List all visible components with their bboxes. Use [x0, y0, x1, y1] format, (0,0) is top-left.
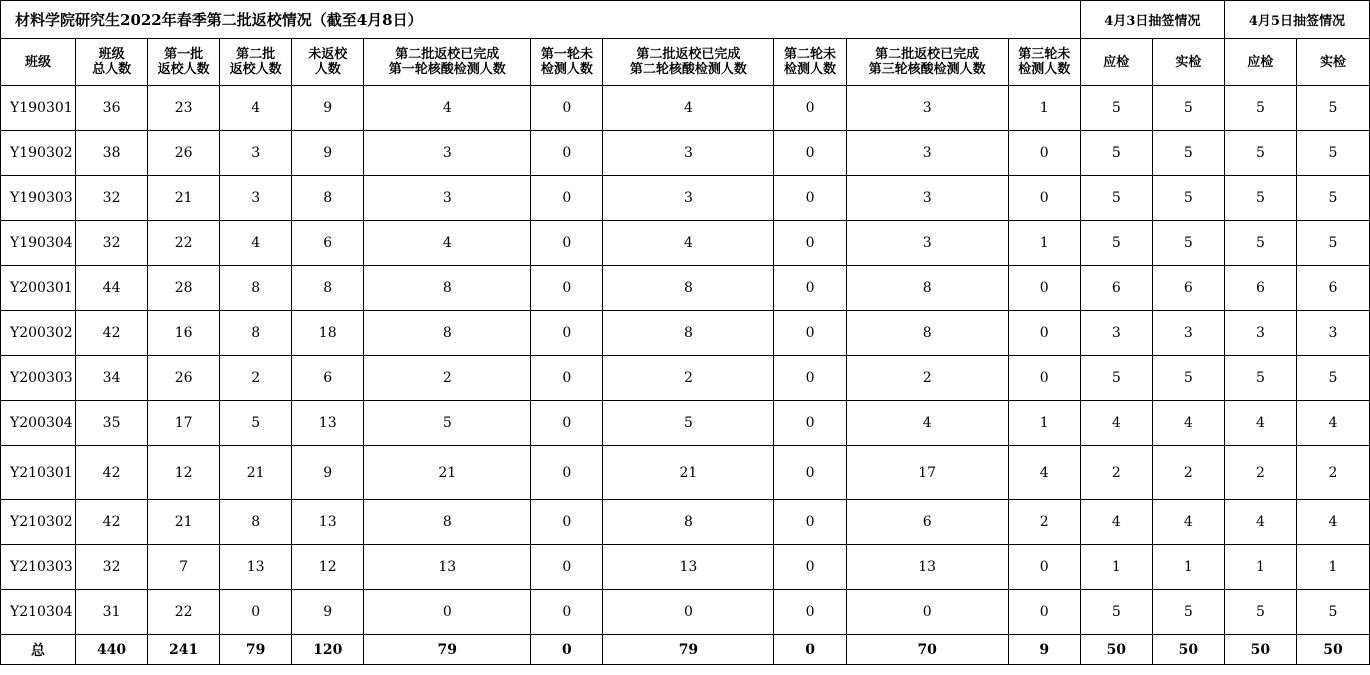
value-cell[interactable]: 13: [846, 545, 1008, 590]
value-cell[interactable]: 3: [364, 131, 531, 176]
table-row: [1, 131, 1370, 176]
value-cell[interactable]: 3: [1296, 311, 1369, 356]
value-cell[interactable]: 34: [76, 356, 148, 401]
value-cell[interactable]: 0: [1008, 590, 1080, 635]
header-line: 第二轮核酸检测人数: [629, 62, 747, 77]
value-cell[interactable]: 2: [220, 356, 292, 401]
total-value-cell[interactable]: 440: [76, 635, 148, 665]
total-value-cell[interactable]: 79: [220, 635, 292, 665]
value-cell[interactable]: 3: [1224, 311, 1296, 356]
value-cell[interactable]: 8: [603, 500, 774, 545]
value-cell[interactable]: 4: [603, 86, 774, 131]
value-cell[interactable]: 0: [531, 446, 603, 500]
table-row: [1, 590, 1370, 635]
header-line: 第三轮未: [1018, 47, 1071, 62]
table-row: [1, 545, 1370, 590]
value-cell[interactable]: 5: [603, 401, 774, 446]
value-cell[interactable]: 0: [603, 590, 774, 635]
blank-cell[interactable]: [846, 1, 1080, 39]
value-cell[interactable]: 35: [76, 401, 148, 446]
header-line: 检测人数: [540, 62, 593, 77]
value-cell[interactable]: 5: [1080, 131, 1152, 176]
value-cell[interactable]: 2: [1296, 446, 1369, 500]
value-cell[interactable]: 42: [76, 311, 148, 356]
value-cell[interactable]: 21: [364, 446, 531, 500]
value-cell[interactable]: 26: [148, 131, 220, 176]
value-cell[interactable]: 5: [220, 401, 292, 446]
value-cell[interactable]: 0: [531, 86, 603, 131]
value-cell[interactable]: 9: [292, 131, 364, 176]
table-row: [1, 176, 1370, 221]
value-cell[interactable]: 2: [1152, 446, 1224, 500]
value-cell[interactable]: 6: [1152, 266, 1224, 311]
class-id-cell[interactable]: Y210301: [1, 446, 76, 500]
value-cell[interactable]: 5: [1080, 176, 1152, 221]
class-id-cell[interactable]: Y190303: [1, 176, 76, 221]
value-cell[interactable]: 8: [364, 311, 531, 356]
value-cell[interactable]: 6: [292, 221, 364, 266]
value-cell[interactable]: 32: [76, 545, 148, 590]
value-cell[interactable]: 0: [531, 401, 603, 446]
value-cell[interactable]: 21: [603, 446, 774, 500]
value-cell[interactable]: 5: [1152, 590, 1224, 635]
value-cell[interactable]: 8: [220, 500, 292, 545]
header-line: 总人数: [92, 62, 132, 77]
value-cell[interactable]: 9: [292, 446, 364, 500]
table-row: [1, 86, 1370, 131]
header-line: 人数: [314, 62, 341, 77]
value-cell[interactable]: 36: [76, 86, 148, 131]
header-line: 检测人数: [784, 62, 837, 77]
header-line: 第二批返校已完成: [875, 47, 980, 62]
value-cell[interactable]: 13: [603, 545, 774, 590]
value-cell[interactable]: 44: [76, 266, 148, 311]
value-cell[interactable]: 4: [1224, 500, 1296, 545]
value-cell[interactable]: 4: [1080, 500, 1152, 545]
value-cell[interactable]: 5: [1080, 86, 1152, 131]
value-cell[interactable]: 5: [1152, 176, 1224, 221]
header-line: 第二轮未: [784, 47, 837, 62]
value-cell[interactable]: 0: [531, 545, 603, 590]
column-header-2[interactable]: [148, 39, 220, 86]
value-cell[interactable]: 0: [1008, 266, 1080, 311]
value-cell[interactable]: 8: [292, 266, 364, 311]
value-cell[interactable]: 0: [531, 131, 603, 176]
value-cell[interactable]: 38: [76, 131, 148, 176]
class-id-cell[interactable]: Y190301: [1, 86, 76, 131]
value-cell[interactable]: 0: [531, 590, 603, 635]
value-cell[interactable]: 32: [76, 176, 148, 221]
value-cell[interactable]: 8: [603, 266, 774, 311]
value-cell[interactable]: 4: [1152, 401, 1224, 446]
value-cell[interactable]: 0: [774, 500, 846, 545]
header-line: 第一批: [164, 47, 204, 62]
value-cell[interactable]: 3: [846, 221, 1008, 266]
total-value-cell[interactable]: 50: [1152, 635, 1224, 665]
column-header-row: [1, 39, 1370, 86]
value-cell[interactable]: 8: [292, 176, 364, 221]
column-header-1[interactable]: [76, 39, 148, 86]
sheet-title[interactable]: 材料学院研究生2022年春季第二批返校情况（截至4月8日）: [1, 1, 847, 39]
value-cell[interactable]: 13: [364, 545, 531, 590]
value-cell[interactable]: 5: [1296, 131, 1369, 176]
value-cell[interactable]: 2: [1008, 500, 1080, 545]
value-cell[interactable]: 4: [603, 221, 774, 266]
header-line: 第二批返校已完成: [636, 47, 741, 62]
value-cell[interactable]: 5: [1080, 590, 1152, 635]
value-cell[interactable]: 0: [846, 590, 1008, 635]
value-cell[interactable]: 8: [364, 500, 531, 545]
value-cell[interactable]: 0: [1008, 131, 1080, 176]
value-cell[interactable]: 0: [1008, 545, 1080, 590]
value-cell[interactable]: 5: [1152, 131, 1224, 176]
value-cell[interactable]: 5: [1152, 86, 1224, 131]
column-header-8[interactable]: [774, 39, 846, 86]
total-value-cell[interactable]: 50: [1296, 635, 1369, 665]
value-cell[interactable]: 13: [292, 401, 364, 446]
value-cell[interactable]: 21: [148, 500, 220, 545]
header-line: 第三轮核酸检测人数: [868, 62, 986, 77]
value-cell[interactable]: 8: [846, 311, 1008, 356]
value-cell[interactable]: 13: [292, 500, 364, 545]
total-value-cell[interactable]: 70: [846, 635, 1008, 665]
value-cell[interactable]: 0: [774, 221, 846, 266]
value-cell[interactable]: 5: [1224, 590, 1296, 635]
value-cell[interactable]: 5: [1224, 356, 1296, 401]
header-line: 班级: [25, 54, 52, 70]
value-cell[interactable]: 0: [1008, 176, 1080, 221]
value-cell[interactable]: 5: [1080, 221, 1152, 266]
value-cell[interactable]: 0: [220, 590, 292, 635]
column-header-0[interactable]: [1, 39, 76, 86]
value-cell[interactable]: 0: [531, 356, 603, 401]
total-value-cell[interactable]: 50: [1224, 635, 1296, 665]
value-cell[interactable]: 0: [774, 86, 846, 131]
value-cell[interactable]: 8: [364, 266, 531, 311]
total-value-cell[interactable]: 79: [603, 635, 774, 665]
value-cell[interactable]: 2: [1224, 446, 1296, 500]
value-cell[interactable]: 6: [292, 356, 364, 401]
value-cell[interactable]: 3: [364, 176, 531, 221]
value-cell[interactable]: 0: [531, 266, 603, 311]
value-cell[interactable]: 0: [774, 545, 846, 590]
value-cell[interactable]: 8: [603, 311, 774, 356]
value-cell[interactable]: 4: [846, 401, 1008, 446]
value-cell[interactable]: 5: [1224, 221, 1296, 266]
value-cell[interactable]: 5: [1224, 86, 1296, 131]
value-cell[interactable]: 21: [148, 176, 220, 221]
total-label-cell[interactable]: 总: [1, 635, 76, 665]
group-header-apr3[interactable]: 4月3日抽签情况: [1080, 1, 1224, 39]
value-cell[interactable]: 16: [148, 311, 220, 356]
group-header-apr5[interactable]: 4月5日抽签情况: [1224, 1, 1369, 39]
value-cell[interactable]: 4: [220, 86, 292, 131]
value-cell[interactable]: 5: [1296, 176, 1369, 221]
value-cell[interactable]: 6: [846, 500, 1008, 545]
value-cell[interactable]: 4: [364, 86, 531, 131]
value-cell[interactable]: 5: [1296, 86, 1369, 131]
value-cell[interactable]: 1: [1008, 86, 1080, 131]
value-cell[interactable]: 1: [1296, 545, 1369, 590]
header-line: 第二批返校已完成: [395, 47, 500, 62]
value-cell[interactable]: 5: [1152, 356, 1224, 401]
column-header-13[interactable]: [1224, 39, 1296, 86]
value-cell[interactable]: 4: [1008, 446, 1080, 500]
value-cell[interactable]: 1: [1224, 545, 1296, 590]
value-cell[interactable]: 18: [292, 311, 364, 356]
value-cell[interactable]: 17: [846, 446, 1008, 500]
value-cell[interactable]: 6: [1224, 266, 1296, 311]
header-line: 第二批: [236, 47, 276, 62]
total-value-cell[interactable]: 79: [364, 635, 531, 665]
value-cell[interactable]: 5: [364, 401, 531, 446]
value-cell[interactable]: 9: [292, 86, 364, 131]
value-cell[interactable]: 0: [1008, 356, 1080, 401]
class-id-cell[interactable]: Y210302: [1, 500, 76, 545]
value-cell[interactable]: 8: [220, 311, 292, 356]
value-cell[interactable]: 0: [774, 311, 846, 356]
value-cell[interactable]: 0: [774, 176, 846, 221]
class-id-cell[interactable]: Y190302: [1, 131, 76, 176]
value-cell[interactable]: 2: [846, 356, 1008, 401]
class-id-cell[interactable]: Y200304: [1, 401, 76, 446]
value-cell[interactable]: 0: [774, 266, 846, 311]
value-cell[interactable]: 3: [1152, 311, 1224, 356]
total-value-cell[interactable]: 9: [1008, 635, 1080, 665]
class-id-cell[interactable]: Y200301: [1, 266, 76, 311]
value-cell[interactable]: 3: [220, 176, 292, 221]
value-cell[interactable]: 6: [1080, 266, 1152, 311]
header-line: 第一轮未: [540, 47, 593, 62]
value-cell[interactable]: 42: [76, 500, 148, 545]
column-header-5[interactable]: [364, 39, 531, 86]
value-cell[interactable]: 1: [1080, 545, 1152, 590]
value-cell[interactable]: 9: [292, 590, 364, 635]
value-cell[interactable]: 12: [292, 545, 364, 590]
value-cell[interactable]: 5: [1296, 590, 1369, 635]
value-cell[interactable]: 0: [774, 356, 846, 401]
value-cell[interactable]: 4: [1080, 401, 1152, 446]
value-cell[interactable]: 0: [531, 176, 603, 221]
value-cell[interactable]: 1: [1008, 221, 1080, 266]
class-id-cell[interactable]: Y200302: [1, 311, 76, 356]
value-cell[interactable]: 5: [1296, 221, 1369, 266]
value-cell[interactable]: 5: [1224, 176, 1296, 221]
value-cell[interactable]: 1: [1008, 401, 1080, 446]
header-line: 应检: [1103, 54, 1130, 70]
class-id-cell[interactable]: Y200303: [1, 356, 76, 401]
value-cell[interactable]: 4: [1296, 500, 1369, 545]
value-cell[interactable]: 31: [76, 590, 148, 635]
value-cell[interactable]: 22: [148, 221, 220, 266]
value-cell[interactable]: 5: [1080, 356, 1152, 401]
total-value-cell[interactable]: 50: [1080, 635, 1152, 665]
value-cell[interactable]: 3: [846, 86, 1008, 131]
table-row: [1, 266, 1370, 311]
value-cell[interactable]: 42: [76, 446, 148, 500]
value-cell[interactable]: 1: [1152, 545, 1224, 590]
value-cell[interactable]: 5: [1296, 356, 1369, 401]
value-cell[interactable]: 3: [603, 176, 774, 221]
value-cell[interactable]: 8: [846, 266, 1008, 311]
value-cell[interactable]: 7: [148, 545, 220, 590]
column-header-11[interactable]: [1080, 39, 1152, 86]
table-row: [1, 356, 1370, 401]
value-cell[interactable]: 2: [364, 356, 531, 401]
value-cell[interactable]: 3: [846, 131, 1008, 176]
value-cell[interactable]: 8: [220, 266, 292, 311]
class-id-cell[interactable]: Y210304: [1, 590, 76, 635]
value-cell[interactable]: 12: [148, 446, 220, 500]
total-value-cell[interactable]: 0: [531, 635, 603, 665]
total-row: [1, 635, 1370, 665]
column-header-7[interactable]: [603, 39, 774, 86]
header-line: 未返校: [308, 47, 348, 62]
value-cell[interactable]: 13: [220, 545, 292, 590]
value-cell[interactable]: 0: [774, 446, 846, 500]
value-cell[interactable]: 32: [76, 221, 148, 266]
value-cell[interactable]: 26: [148, 356, 220, 401]
column-header-4[interactable]: [292, 39, 364, 86]
table-row: [1, 221, 1370, 266]
header-line: 班级: [98, 47, 125, 62]
class-id-cell[interactable]: Y210303: [1, 545, 76, 590]
value-cell[interactable]: 3: [603, 131, 774, 176]
header-line: 返校人数: [229, 62, 282, 77]
value-cell[interactable]: 4: [220, 221, 292, 266]
total-value-cell[interactable]: 241: [148, 635, 220, 665]
header-line: 实检: [1319, 54, 1346, 70]
value-cell[interactable]: 6: [1296, 266, 1369, 311]
total-value-cell[interactable]: 120: [292, 635, 364, 665]
value-cell[interactable]: 0: [364, 590, 531, 635]
table-row: [1, 446, 1370, 500]
table-row: [1, 401, 1370, 446]
value-cell[interactable]: 3: [1080, 311, 1152, 356]
column-header-3[interactable]: [220, 39, 292, 86]
column-header-6[interactable]: [531, 39, 603, 86]
value-cell[interactable]: 0: [1008, 311, 1080, 356]
header-line: 返校人数: [157, 62, 210, 77]
value-cell[interactable]: 5: [1224, 131, 1296, 176]
value-cell[interactable]: 3: [846, 176, 1008, 221]
value-cell[interactable]: 4: [1152, 500, 1224, 545]
column-header-9[interactable]: [846, 39, 1008, 86]
column-header-14[interactable]: [1296, 39, 1369, 86]
value-cell[interactable]: 0: [531, 311, 603, 356]
value-cell[interactable]: 0: [531, 221, 603, 266]
title-row: [1, 1, 1370, 39]
value-cell[interactable]: 0: [774, 590, 846, 635]
header-line: 检测人数: [1018, 62, 1071, 77]
value-cell[interactable]: 23: [148, 86, 220, 131]
column-header-12[interactable]: [1152, 39, 1224, 86]
value-cell[interactable]: 21: [220, 446, 292, 500]
value-cell[interactable]: 17: [148, 401, 220, 446]
value-cell[interactable]: 28: [148, 266, 220, 311]
value-cell[interactable]: 0: [774, 401, 846, 446]
total-value-cell[interactable]: 0: [774, 635, 846, 665]
header-line: 实检: [1175, 54, 1202, 70]
value-cell[interactable]: 4: [1296, 401, 1369, 446]
value-cell[interactable]: 4: [1224, 401, 1296, 446]
value-cell[interactable]: 4: [364, 221, 531, 266]
header-line: 应检: [1247, 54, 1274, 70]
value-cell[interactable]: 22: [148, 590, 220, 635]
value-cell[interactable]: 2: [603, 356, 774, 401]
header-line: 第一轮核酸检测人数: [388, 62, 506, 77]
value-cell[interactable]: 3: [220, 131, 292, 176]
table-row: [1, 500, 1370, 545]
value-cell[interactable]: 0: [531, 500, 603, 545]
value-cell[interactable]: 0: [774, 131, 846, 176]
value-cell[interactable]: 5: [1152, 221, 1224, 266]
value-cell[interactable]: 2: [1080, 446, 1152, 500]
table-row: [1, 311, 1370, 356]
class-id-cell[interactable]: Y190304: [1, 221, 76, 266]
column-header-10[interactable]: [1008, 39, 1080, 86]
